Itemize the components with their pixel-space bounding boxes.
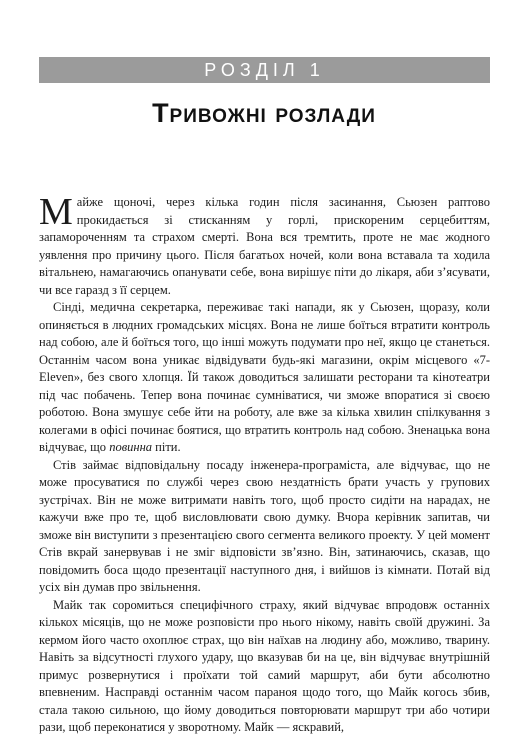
paragraph-text: айже щоночі, через кілька годин після засинання, Сьюзен раптово прокидається зі стисканням у горлі, прискореним серцебиттям, запамороченням та страхом смерті. Вона вся тремтить, проте не має жодного уявлення про причину цього. Після багатьох ночей, коли вона вставала та ходила вітальнею, намагаючись опанувати себе, вона вирішує піти до лікаря, аби з’ясувати, чи все гаразд з її серцем. (39, 195, 490, 297)
paragraph-mike: Майк так соромиться специфічного страху, який відчуває впродовж останніх кількох місяців, що не може розповісти про нього нікому, навіть своїй дружині. За кермом його часто охоплює страх, що він наїхав на людину або, можливо, тварину. Навіть за відсутності глухого удару, що вказував би на це, він відчуває внутрішній примус розвернутися і проїхати той самий маршрут, аби бути абсолютно впевненим. Насправді останнім часом параноя щодо того, що Майк когось збив, стала такою сильною, що йому доводиться повторювати маршрут три або чотири рази, щоб переконатися у зворотному. Майк — яскравий, (39, 597, 490, 734)
chapter-label: РОЗДІЛ 1 (39, 57, 490, 83)
drop-cap: М (39, 191, 73, 233)
paragraph-text: Сінді, медична секретарка, переживає такі напади, як у Сьюзен, щоразу, коли опиняється в людних громадських місцях. Вона не лише боїться втратити контроль над собою, але й боїться того, що інші можуть подумати про неї, якщо це станеться. Останнім часом вона уникає відвідувати будь-які магазини, окрім місцевого «7-Eleven», без свого хлопця. Їй також доводиться залишати ресторани та кінотеатри під час побачень. Тепер вона починає сумніватися, чи зможе впоратися зі своєю роботою. Вона змушує себе йти на роботу, але вже за кілька хвилин спілкування з колегами в офісі починає боятися, що втратить контроль над собою. Зненацька вона відчуває, що (39, 300, 490, 454)
chapter-title: Тривожні розлади (152, 98, 376, 128)
paragraph-cindy (39, 299, 490, 457)
paragraph-steve: Стів займає відповідальну посаду інженера-програміста, але відчуває, що не може просуватися по службі через свою нездатність брати участь у групових зустрічах. Він не може витримати навіть того, щоб просто сидіти на нарадах, не кажучи вже про те, щоб висловлювати свою думку. Вчора керівник запитав, чи зможе він виступити з презентацією свого сегмента великого проекту. У цей момент Стів вкрай занервував і не зміг відповісти зв’язно. Він, затинаючись, сказав, що повідомить боса щодо презентації наступного дня, і вийшов із кімнати. Потай від усіх він думав про звільнення. (39, 457, 490, 594)
body-text (39, 191, 490, 737)
paragraph-text: піти. (152, 440, 181, 454)
emphasized-word: повинна (109, 440, 153, 454)
paragraph-susan (39, 191, 490, 299)
